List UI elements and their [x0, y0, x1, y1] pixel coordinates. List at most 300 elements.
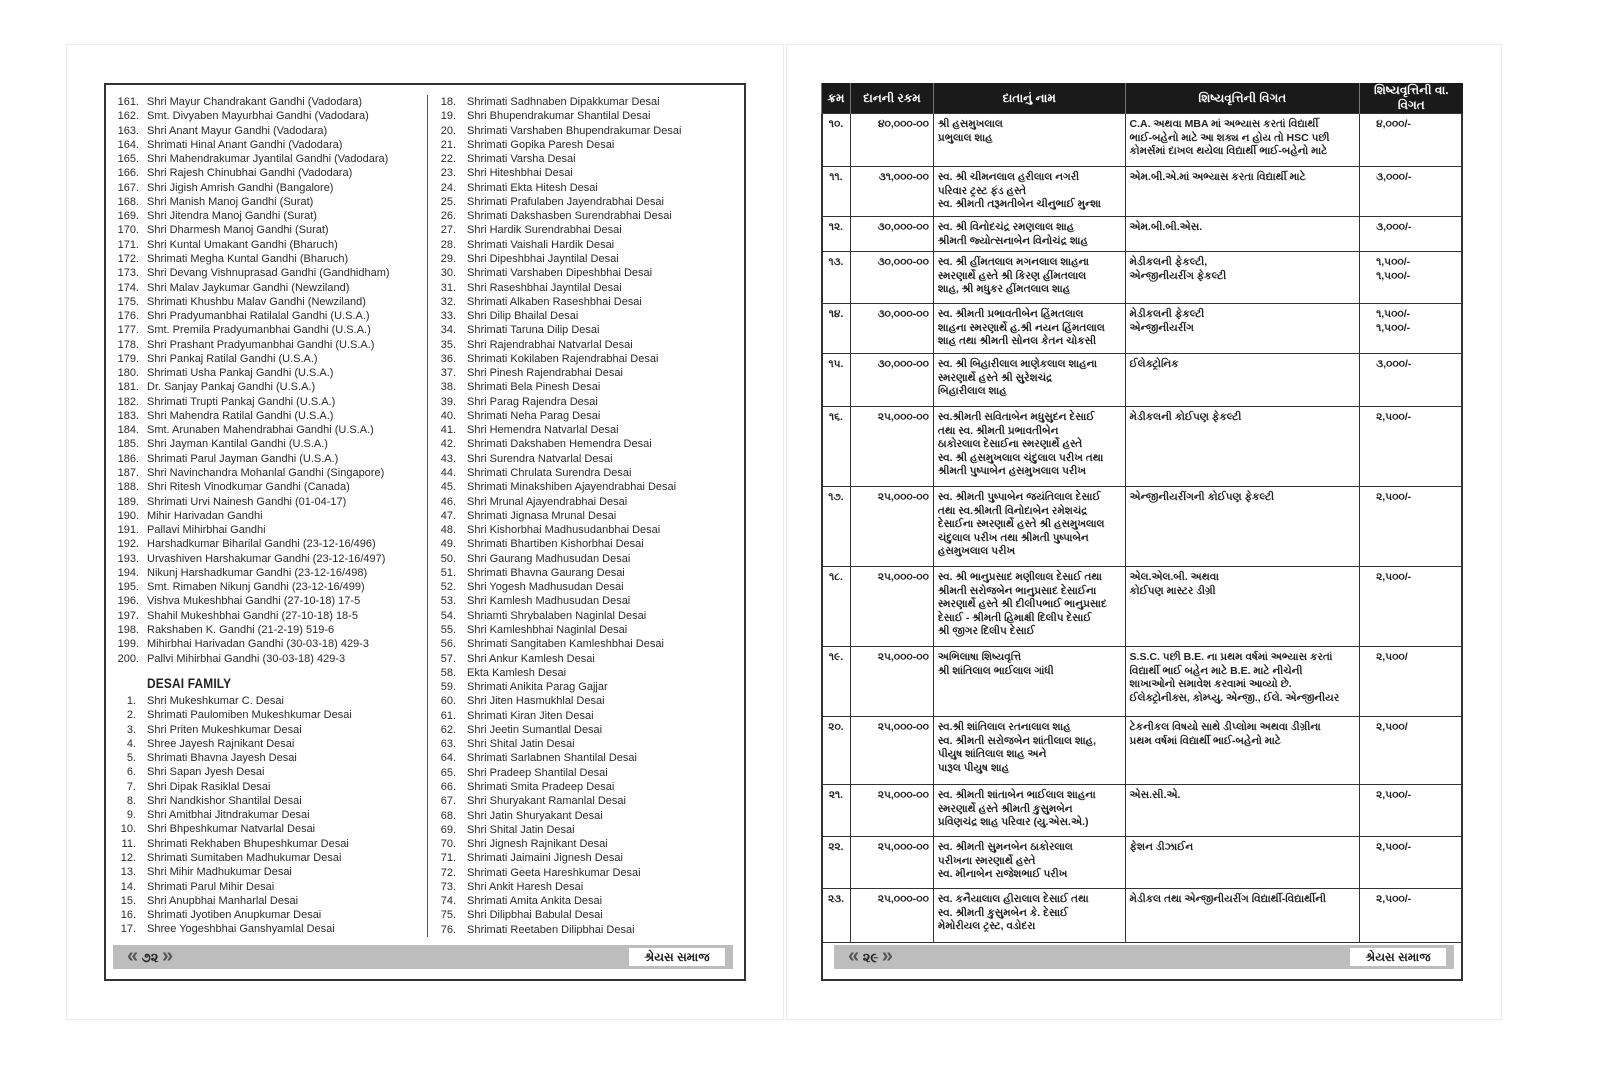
donor-name-line: સ્વ. શ્રી હસમુખલાલ ચંદુલાલ પરીખ તથા [937, 451, 1104, 464]
donor-name-line: શ્રી જીગર દિલીપ દેસાઈ [937, 625, 1035, 638]
item-number: 163. [117, 124, 139, 137]
item-name: Shrimati Usha Pankaj Gandhi (U.S.A.) [147, 367, 334, 380]
item-name: Shrimati Taruna Dilip Desai [467, 324, 600, 337]
scholarship-amount [1360, 114, 1463, 167]
item-number: 191. [117, 524, 139, 537]
item-number: 181. [117, 381, 139, 394]
item-name: Pallavi Mihirbhai Gandhi [147, 524, 266, 537]
scholarship-details [1125, 487, 1360, 567]
scholarship-amount-line: ૨,૫૦૦/ [1376, 721, 1408, 733]
item-name: Harshadkumar Biharilal Gandhi (23-12-16/496) [147, 538, 376, 551]
scholarship-details [1125, 167, 1360, 217]
item-number: 57. [440, 652, 456, 665]
item-name: Shrimati Dakshaben Hemendra Desai [467, 438, 652, 451]
row-number: ૨૩. [822, 889, 851, 943]
item-number: 58. [440, 666, 456, 679]
item-number: 11. [121, 837, 136, 850]
item-name: Shri Shital Jatin Desai [467, 738, 575, 751]
scholarship-amount-line: ૨,૫૦૦/- [1376, 571, 1412, 583]
item-name: Shri Surendra Natvarlal Desai [467, 452, 613, 465]
item-name: Shri Pradyumanbhai Ratilalal Gandhi (U.S.A.) [147, 310, 370, 323]
item-name: Shri Bhpeshkumar Natvarlal Desai [147, 823, 316, 836]
item-number: 189. [117, 495, 139, 508]
item-name: Shrimati Trupti Pankaj Gandhi (U.S.A.) [147, 395, 336, 408]
chevron-left-icon: « [848, 945, 860, 967]
item-number: 196. [117, 595, 139, 608]
donor-name-line: શાહ, શ્રી મધુકર હીંમતલાલ શાહ [937, 283, 1071, 296]
item-name: Shri Yogesh Madhusudan Desai [467, 581, 624, 594]
item-number: 1. [126, 695, 136, 707]
item-number: 187. [117, 467, 139, 480]
item-name: Shrimati Varshaben Dipeshbhai Desai [467, 267, 653, 280]
brand-label: શ્રેયસ સમાજ [629, 948, 725, 966]
donation-amount: ૨૫,૦૦૦-૦૦ [850, 717, 933, 785]
scholarship-details-line: એલ.એલ.બી. અથવા [1129, 571, 1219, 583]
item-number: 41. [440, 424, 456, 437]
chevron-right-icon: » [162, 945, 174, 967]
row-number: ૧૪. [822, 304, 851, 354]
donor-name-line: મેમોરીયલ ટ્રસ્ટ, વડોદરા [937, 920, 1036, 933]
page-number-text: ૭૨ [141, 950, 159, 965]
item-number: 180. [117, 367, 139, 380]
item-name: Shri Mahendrakumar Jyantilal Gandhi (Vadodara) [147, 153, 389, 166]
row-number: ૨૨. [822, 837, 851, 889]
item-number: 28. [440, 238, 456, 251]
item-number: 70. [440, 838, 456, 851]
item-name: Shahil Mukeshbhai Gandhi (27-10-18) 18-5 [147, 609, 358, 622]
donor-name-line: શ્રીમતી સરોજબેન ભાનુપ્રસાદ દેસાઈના [937, 584, 1097, 597]
item-name: Shrimati Reetaben Dilipbhai Desai [467, 923, 635, 936]
item-name: Shrimati Vaishali Hardik Desai [467, 238, 615, 251]
scholarship-amount [1360, 567, 1463, 647]
scholarship-details-line: એમ.બી.બી.એસ. [1129, 221, 1203, 233]
item-number: 35. [440, 338, 456, 351]
item-name: Shri Rajesh Chinubhai Gandhi (Vadodara) [147, 167, 353, 180]
scholarship-amount-line: ૨,૫૦૦/- [1376, 841, 1412, 853]
scholarship-details-line: એન્જીનીયરીંગની કોઈપણ ફેકલ્ટી [1129, 491, 1275, 503]
row-number: ૧૧. [822, 167, 851, 217]
item-name: Shri Kuntal Umakant Gandhi (Bharuch) [147, 238, 338, 251]
item-number: 72. [440, 866, 456, 879]
item-name: Shri Jiten Hasmukhlal Desai [467, 695, 605, 708]
item-number: 42. [440, 438, 456, 451]
donor-name [933, 567, 1125, 647]
item-number: 188. [117, 481, 139, 494]
donor-name-line: ઠાકોરલાલ દેસાઈના સ્મરણાર્થે હસ્તે [937, 438, 1083, 451]
row-number: ૧૨. [822, 217, 851, 252]
donation-amount: ૩૦,૦૦૦-૦૦ [850, 217, 933, 252]
item-name: Shri Anant Mayur Gandhi (Vadodara) [147, 124, 328, 137]
item-name: Shrimati Jignasa Mrunal Desai [467, 509, 617, 522]
donor-name-line: પારૂલ પીયુષ શાહ [937, 761, 1010, 774]
item-number: 38. [440, 381, 456, 394]
page-number [848, 946, 893, 966]
scholarship-amount-line: ૨,૫૦૦/- [1376, 789, 1412, 801]
item-number: 9. [126, 809, 136, 822]
item-name: Shri Mrunal Ajayendrabhai Desai [467, 495, 628, 508]
item-name: Smt. Divyaben Mayurbhai Gandhi (Vadodara) [147, 110, 369, 123]
item-name: Vishva Mukeshbhai Gandhi (27-10-18) 17-5 [147, 595, 361, 608]
item-number: 66. [440, 780, 456, 793]
item-name: Shrimati Megha Kuntal Gandhi (Bharuch) [147, 252, 349, 265]
column-divider [427, 95, 428, 937]
item-name: Shrimati Geeta Hareshkumar Desai [467, 866, 641, 879]
scholarship-amount [1360, 304, 1463, 354]
item-number: 175. [117, 295, 139, 308]
scholarship-details-line: ઈલેક્ટ્રોનીક્સ, કોમ્પ્યુ. એન્જી., ઈલે. એન્જીનીયર [1129, 691, 1340, 704]
table-row [822, 647, 1463, 717]
scholarship-amount-line: ૩,૦૦૦/- [1376, 171, 1412, 183]
item-number: 44. [440, 467, 456, 480]
item-name: Shrimati Parul Jayman Gandhi (U.S.A.) [147, 452, 339, 465]
table-header [822, 83, 1463, 114]
donor-name-line: સ્વ. મીનાબેન રાજેશભાઈ પરીખ [937, 868, 1068, 881]
item-name: Shrimati Chrulata Surendra Desai [467, 467, 632, 480]
item-name: Shri Hiteshbhai Desai [467, 167, 573, 180]
item-number: 34. [440, 324, 456, 337]
item-number: 5. [126, 752, 136, 765]
donor-name-line: સ્વ. શ્રી હીંમતલાલ મગનલાલ શાહના [937, 256, 1089, 268]
item-number: 40. [440, 409, 456, 422]
item-name: Shri Devang Vishnuprasad Gandhi (Gandhidham) [147, 267, 390, 280]
column-header: દાતાનું નામ [933, 83, 1125, 114]
donor-name-line: સ્મરણાર્થે હસ્તે શ્રી સુરેશચંદ્ર [937, 371, 1053, 384]
item-number: 173. [117, 267, 139, 280]
item-number: 64. [440, 752, 456, 765]
item-number: 168. [117, 195, 139, 208]
donor-name [933, 114, 1125, 167]
item-name: Smt. Rimaben Nikunj Gandhi (23-12-16/499) [147, 581, 365, 594]
donor-name [933, 889, 1125, 943]
item-name: Shri Pankaj Ratilal Gandhi (U.S.A.) [147, 352, 318, 365]
item-number: 3. [126, 723, 136, 736]
donor-name-line: પરીખના સ્મરણાર્થે હસ્તે [937, 854, 1036, 867]
item-name: Shri Gaurang Madhusudan Desai [467, 552, 631, 565]
scholarship-amount [1360, 487, 1463, 567]
item-number: 170. [117, 224, 139, 237]
item-name: Shriamti Shrybalaben Naginlal Desai [467, 609, 647, 622]
item-name: Shri Malav Jaykumar Gandhi (Newziland) [147, 281, 350, 294]
chevron-left-icon: « [127, 945, 139, 967]
item-number: 7. [126, 780, 136, 793]
donation-amount: ૨૫,૦૦૦-૦૦ [850, 785, 933, 837]
item-name: Mihir Harivadan Gandhi [147, 509, 263, 522]
item-name: Smt. Premila Pradyumanbhai Gandhi (U.S.A.) [147, 324, 371, 337]
item-number: 56. [440, 638, 456, 651]
donor-name-line: સ્વ. શ્રીમતી કુસુમબેન કે. દેસાઈ [937, 906, 1069, 919]
scholarship-details-line: S.S.C. પછી B.E. ના પ્રથમ વર્ષમાં અભ્યાસ કરતાં [1129, 651, 1333, 663]
donation-amount: ૪૦,૦૦૦-૦૦ [850, 114, 933, 167]
item-name: Shrimati Parul Mihir Desai [147, 880, 275, 893]
donor-name-line: પ્રવિણચંદ્ર શાહ પરિવાર (યુ.એસ.એ.) [937, 816, 1089, 829]
item-number: 33. [440, 310, 456, 323]
item-name: Shri Kamlesh Madhusudan Desai [467, 595, 631, 608]
item-number: 15. [120, 894, 136, 907]
item-name: Shri Anupbhai Manharlal Desai [147, 894, 299, 907]
scholarship-amount-line: ૨,૫૦૦/ [1376, 651, 1408, 663]
item-name: Shrimati Prafulaben Jayendrabhai Desai [467, 195, 664, 208]
scholarship-details [1125, 837, 1360, 889]
row-number: ૧૭. [822, 487, 851, 567]
item-name: Shrimati Gopika Paresh Desai [467, 138, 615, 151]
item-name: Shri Dipak Rasiklal Desai [147, 780, 271, 793]
item-number: 183. [117, 409, 139, 422]
item-name: Shri Pinesh Rajendrabhai Desai [467, 367, 623, 380]
item-number: 24. [440, 181, 456, 194]
item-name: Shrimati Bhavna Jayesh Desai [147, 752, 297, 765]
item-name: Shrimati Sadhnaben Dipakkumar Desai [467, 96, 660, 108]
donor-name [933, 304, 1125, 354]
donor-name [933, 647, 1125, 717]
scholarship-amount [1360, 407, 1463, 487]
donor-name-line: પીયુષ શાંતિલાલ શાહ અને [937, 748, 1047, 761]
item-number: 39. [440, 395, 456, 408]
donor-name-line: શાહના સ્મરણાર્થે હ.શ્રી નયન હિંમતલાલ [937, 321, 1105, 334]
donor-name-line: સ્વ.શ્રી શાંતિલાલ રતનાલાલ શાહ [937, 721, 1071, 733]
item-number: 67. [440, 795, 456, 808]
item-number: 169. [117, 210, 139, 223]
item-name: Ekta Kamlesh Desai [467, 666, 567, 679]
item-number: 52. [440, 581, 456, 594]
table-row [822, 304, 1463, 354]
item-number: 8. [126, 794, 136, 807]
table-row [822, 354, 1463, 407]
donor-name [933, 837, 1125, 889]
item-number: 165. [117, 153, 139, 166]
donor-name-line: સ્વ.શ્રીમતી સવિતાબેન મધુસુદન દેસાઈ [937, 411, 1095, 423]
item-name: Shri Kamleshbhai Naginlal Desai [467, 623, 628, 636]
item-name: Shri Pradeep Shantilal Desai [467, 766, 608, 779]
item-name: Shrimati Dakshasben Surendrabhai Desai [467, 210, 672, 223]
item-name: Shri Dilip Bhailal Desai [467, 310, 579, 323]
scholarship-details [1125, 567, 1360, 647]
item-name: Shrimati Sumitaben Madhukumar Desai [147, 851, 342, 864]
scholarship-amount [1360, 217, 1463, 252]
scholarship-details-line: કોમર્સમાં દાખલ થયેલા વિદ્યાર્થી ભાઈ-બહેનો માટે [1129, 145, 1328, 158]
table-row [822, 889, 1463, 943]
donor-name-line: ચંદુલાલ પરીખ તથા શ્રીમતી પુષ્પાબેન [937, 531, 1089, 544]
scholarship-details-line: મેડીકલ તથા એન્જીનીયરીંગ વિદ્યાર્થી-વિદ્યાર્થીની [1129, 893, 1327, 905]
donor-name-line: શ્રીમતી જ્યોત્સનાબેન વિનોચંદ્ર શાહ [937, 234, 1088, 247]
donation-amount: ૨૫,૦૦૦-૦૦ [850, 407, 933, 487]
scholarship-details-line: એમ.બી.એ.માં અભ્યાસ કરતા વિદ્યાર્થી માટે [1129, 171, 1306, 183]
item-name: Shrimati Amita Ankita Desai [467, 895, 603, 908]
item-name: Shrimati Sangitaben Kamleshbhai Desai [467, 638, 664, 651]
item-name: Shri Nandkishor Shantilal Desai [147, 794, 302, 807]
section-heading: DESAI FAMILY [147, 675, 232, 691]
item-name: Shri Raseshbhai Jayntilal Desai [467, 281, 622, 294]
scholarship-details-line: ફેશન ડીઝાઈન [1129, 841, 1194, 853]
scholarship-amount [1360, 354, 1463, 407]
donation-amount: ૨૫,૦૦૦-૦૦ [850, 647, 933, 717]
item-name: Shri Jignesh Rajnikant Desai [467, 838, 608, 851]
item-number: 26. [440, 210, 456, 223]
item-number: 200. [117, 652, 139, 665]
item-name: Shrimati Bela Pinesh Desai [467, 381, 601, 394]
item-name: Shri Amitbhai Jitndrakumar Desai [147, 809, 310, 822]
donor-name-line: સ્વ. શ્રી ભાનુપ્રસાદ મણીલાલ દેસાઈ તથા [937, 571, 1102, 583]
item-name: Shri Jatin Shuryakant Desai [467, 809, 603, 822]
scholarship-details [1125, 217, 1360, 252]
scholarship-amount [1360, 647, 1463, 717]
scholarship-details-line: મેડીકલની કોઈપણ ફેકલ્ટી [1129, 411, 1242, 423]
right-footer [834, 945, 1454, 969]
item-number: 62. [440, 723, 456, 736]
item-name: Shrimati Paulomiben Mukeshkumar Desai [147, 709, 352, 722]
item-number: 182. [117, 395, 139, 408]
item-number: 171. [117, 238, 139, 251]
donor-name-line: સ્વ. શ્રીમતી સુમનબેન ઠાકોરલાલ [937, 841, 1073, 853]
item-number: 61. [440, 709, 456, 722]
item-number: 55. [440, 623, 456, 636]
item-number: 32. [440, 295, 456, 308]
table-row [822, 567, 1463, 647]
item-name: Shri Ankit Haresh Desai [467, 880, 584, 893]
table-row [822, 217, 1463, 252]
scholarship-amount-line: ૨,૫૦૦/- [1376, 411, 1412, 423]
donor-name-line: પ્રભુલાલ શાહ [937, 131, 993, 144]
item-number: 16. [120, 909, 136, 922]
table-row [822, 837, 1463, 889]
column-header: દાનની રકમ [850, 83, 933, 114]
item-name: Pallvi Mihirbhai Gandhi (30-03-18) 429-3 [147, 652, 346, 665]
column-header: શિષ્યવૃત્તિની વિગત [1125, 83, 1360, 114]
item-name: Dr. Sanjay Pankaj Gandhi (U.S.A.) [147, 381, 316, 394]
item-name: Shrimati Jyotiben Anupkumar Desai [147, 909, 322, 922]
row-number: ૧૯. [822, 647, 851, 717]
donor-name [933, 487, 1125, 567]
donor-name-line: દેસાઈ - શ્રીમતી હિમાક્ષી દિલીપ દેસાઈ [937, 611, 1092, 624]
scholarship-details-line: એન્જીનીયરીંગ [1129, 321, 1194, 334]
item-name: Shri Ritesh Vinodkumar Gandhi (Canada) [147, 481, 350, 494]
scholarship-details-line: ઈલેક્ટ્રોનિક [1129, 358, 1179, 370]
item-name: Shri Mahendra Ratilal Gandhi (U.S.A.) [147, 409, 334, 422]
item-number: 29. [440, 252, 456, 265]
scholarship-details-line: વિદ્યાર્થી ભાઈ બહેન માટે B.E. માટે નીચેની [1129, 664, 1303, 677]
left-footer [113, 945, 733, 969]
table-row [822, 487, 1463, 567]
donor-name-line: તથા સ્વ. શ્રીમતી પ્રભાવતીબેન [937, 424, 1059, 437]
item-number: 69. [440, 823, 456, 836]
donation-amount: ૨૫,૦૦૦-૦૦ [850, 487, 933, 567]
donation-amount: ૩૧,૦૦૦-૦૦ [850, 167, 933, 217]
item-number: 50. [440, 552, 456, 565]
item-name: Shri Kishorbhai Madhusudanbhai Desai [467, 524, 661, 537]
item-name: Shri Hardik Surendrabhai Desai [467, 224, 622, 237]
row-number: ૧૬. [822, 407, 851, 487]
scholarship-details [1125, 717, 1360, 785]
scholarship-amount [1360, 252, 1463, 304]
item-name: Shri Jeetin Sumantlal Desai [467, 723, 603, 736]
donor-name-line: સ્વ. શ્રીમતી તરૂમતીબેન ચીનુભાઈ મુન્શા [937, 198, 1101, 211]
row-number: ૧૩. [822, 252, 851, 304]
item-number: 184. [117, 424, 139, 437]
donor-name-line: સ્મરણાર્થે હસ્તે શ્રી કિરણ હીંમતલાલ [937, 269, 1087, 282]
item-number: 2. [126, 709, 136, 722]
donor-name-line: સ્વ. શ્રીમતી સરોજબેન શાંતીલાલ શાહ, [937, 734, 1097, 747]
scholarship-details-line: એન્જીનીયરીંગ ફેકલ્ટી [1129, 269, 1227, 282]
scholarship-amount [1360, 785, 1463, 837]
item-name: Shrimati Kiran Jiten Desai [467, 709, 594, 722]
item-number: 68. [440, 809, 456, 822]
item-number: 51. [440, 566, 456, 579]
item-number: 199. [117, 638, 139, 651]
donor-name-line: સ્વ. શ્રી વિનોદચંદ્ર રમણલાલ શાહ [937, 221, 1075, 233]
scholarship-amount-line: ૨,૫૦૦/- [1376, 893, 1412, 905]
scholarship-details [1125, 889, 1360, 943]
donor-name [933, 407, 1125, 487]
item-number: 31. [440, 281, 456, 294]
item-name: Shri Shuryakant Ramanlal Desai [467, 795, 626, 808]
scholarship-amount-line: ૨,૫૦૦/- [1376, 491, 1412, 503]
item-number: 30. [440, 267, 456, 280]
item-number: 12. [120, 851, 136, 864]
item-number: 14. [120, 880, 136, 893]
page-number-text: ૨૯ [862, 950, 879, 965]
donor-name [933, 217, 1125, 252]
scholarship-details-line: મેડીકલની ફેકલ્ટી, [1129, 256, 1208, 268]
item-name: Nikunj Harshadkumar Gandhi (23-12-16/498) [147, 566, 368, 579]
item-number: 65. [440, 766, 456, 779]
item-number: 43. [440, 452, 456, 465]
donor-name-line: સ્વ. શ્રી ચીમનલાલ હરીલાલ નગરી [937, 171, 1080, 183]
scholarship-amount [1360, 837, 1463, 889]
item-number: 54. [440, 609, 456, 622]
item-name: Smt. Arunaben Mahendrabhai Gandhi (U.S.A.) [147, 424, 374, 437]
item-name: Shri Dharmesh Manoj Gandhi (Surat) [147, 224, 329, 237]
item-number: 63. [440, 738, 456, 751]
item-number: 47. [440, 509, 456, 522]
donor-name-line: સ્વ. શ્રીમતી પુષ્પાબેન જયંતિલાલ દેસાઈ [937, 491, 1101, 503]
donor-name-line: શ્રીમતી પુષ્પાબેન હસમુખલાલ પરીખ [937, 465, 1086, 478]
item-name: Shrimati Alkaben Raseshbhai Desai [467, 295, 642, 308]
item-number: 172. [117, 252, 139, 265]
item-name: Shrimati Varsha Desai [467, 153, 576, 166]
table-row [822, 252, 1463, 304]
scholarship-amount-line: ૩,૦૦૦/- [1376, 221, 1412, 233]
scholarship-details [1125, 304, 1360, 354]
scholarship-amount-line: ૧,૫૦૦/- [1376, 321, 1411, 334]
donor-name-line: સ્મરણાર્થે હસ્તે શ્રી દીલીપભાઈ ભાનુપ્રસાદ [937, 598, 1107, 611]
item-number: 161. [117, 96, 139, 108]
donor-name-line: શ્રી હસમુખલાલ [937, 118, 1003, 130]
item-number: 74. [440, 895, 456, 908]
scholarship-table [821, 83, 1463, 943]
item-name: Shri Navinchandra Mohanlal Gandhi (Singapore) [147, 467, 385, 480]
donation-amount: ૩૦,૦૦૦-૦૦ [850, 304, 933, 354]
scholarship-details-line: શાખાઓનો સમાવેશ કરવામાં આવ્યો છે. [1129, 678, 1292, 691]
scholarship-details [1125, 647, 1360, 717]
table-row [822, 717, 1463, 785]
row-number: ૨૦. [822, 717, 851, 785]
row-number: ૧૮. [822, 567, 851, 647]
item-name: Shrimati Varshaben Bhupendrakumar Desai [467, 124, 682, 137]
item-number: 166. [117, 167, 139, 180]
donor-name-line: અભિલાષા શિષ્યવૃત્તિ [937, 651, 1022, 663]
donor-name [933, 785, 1125, 837]
item-name: Rakshaben K. Gandhi (21-2-19) 519-6 [147, 623, 335, 636]
item-number: 13. [120, 866, 136, 879]
item-name: Shri Shital Jatin Desai [467, 823, 575, 836]
table-row [822, 785, 1463, 837]
item-name: Shri Parag Rajendra Desai [467, 395, 598, 408]
scholarship-amount-line: ૩,૦૦૦/- [1376, 358, 1412, 370]
donation-amount: ૩૦,૦૦૦-૦૦ [850, 252, 933, 304]
table-row [822, 114, 1463, 167]
item-number: 71. [440, 852, 456, 865]
item-name: Mihirbhai Harivadan Gandhi (30-03-18) 429-3 [147, 638, 369, 651]
item-name: Shri Hemendra Natvarlal Desai [467, 424, 619, 437]
